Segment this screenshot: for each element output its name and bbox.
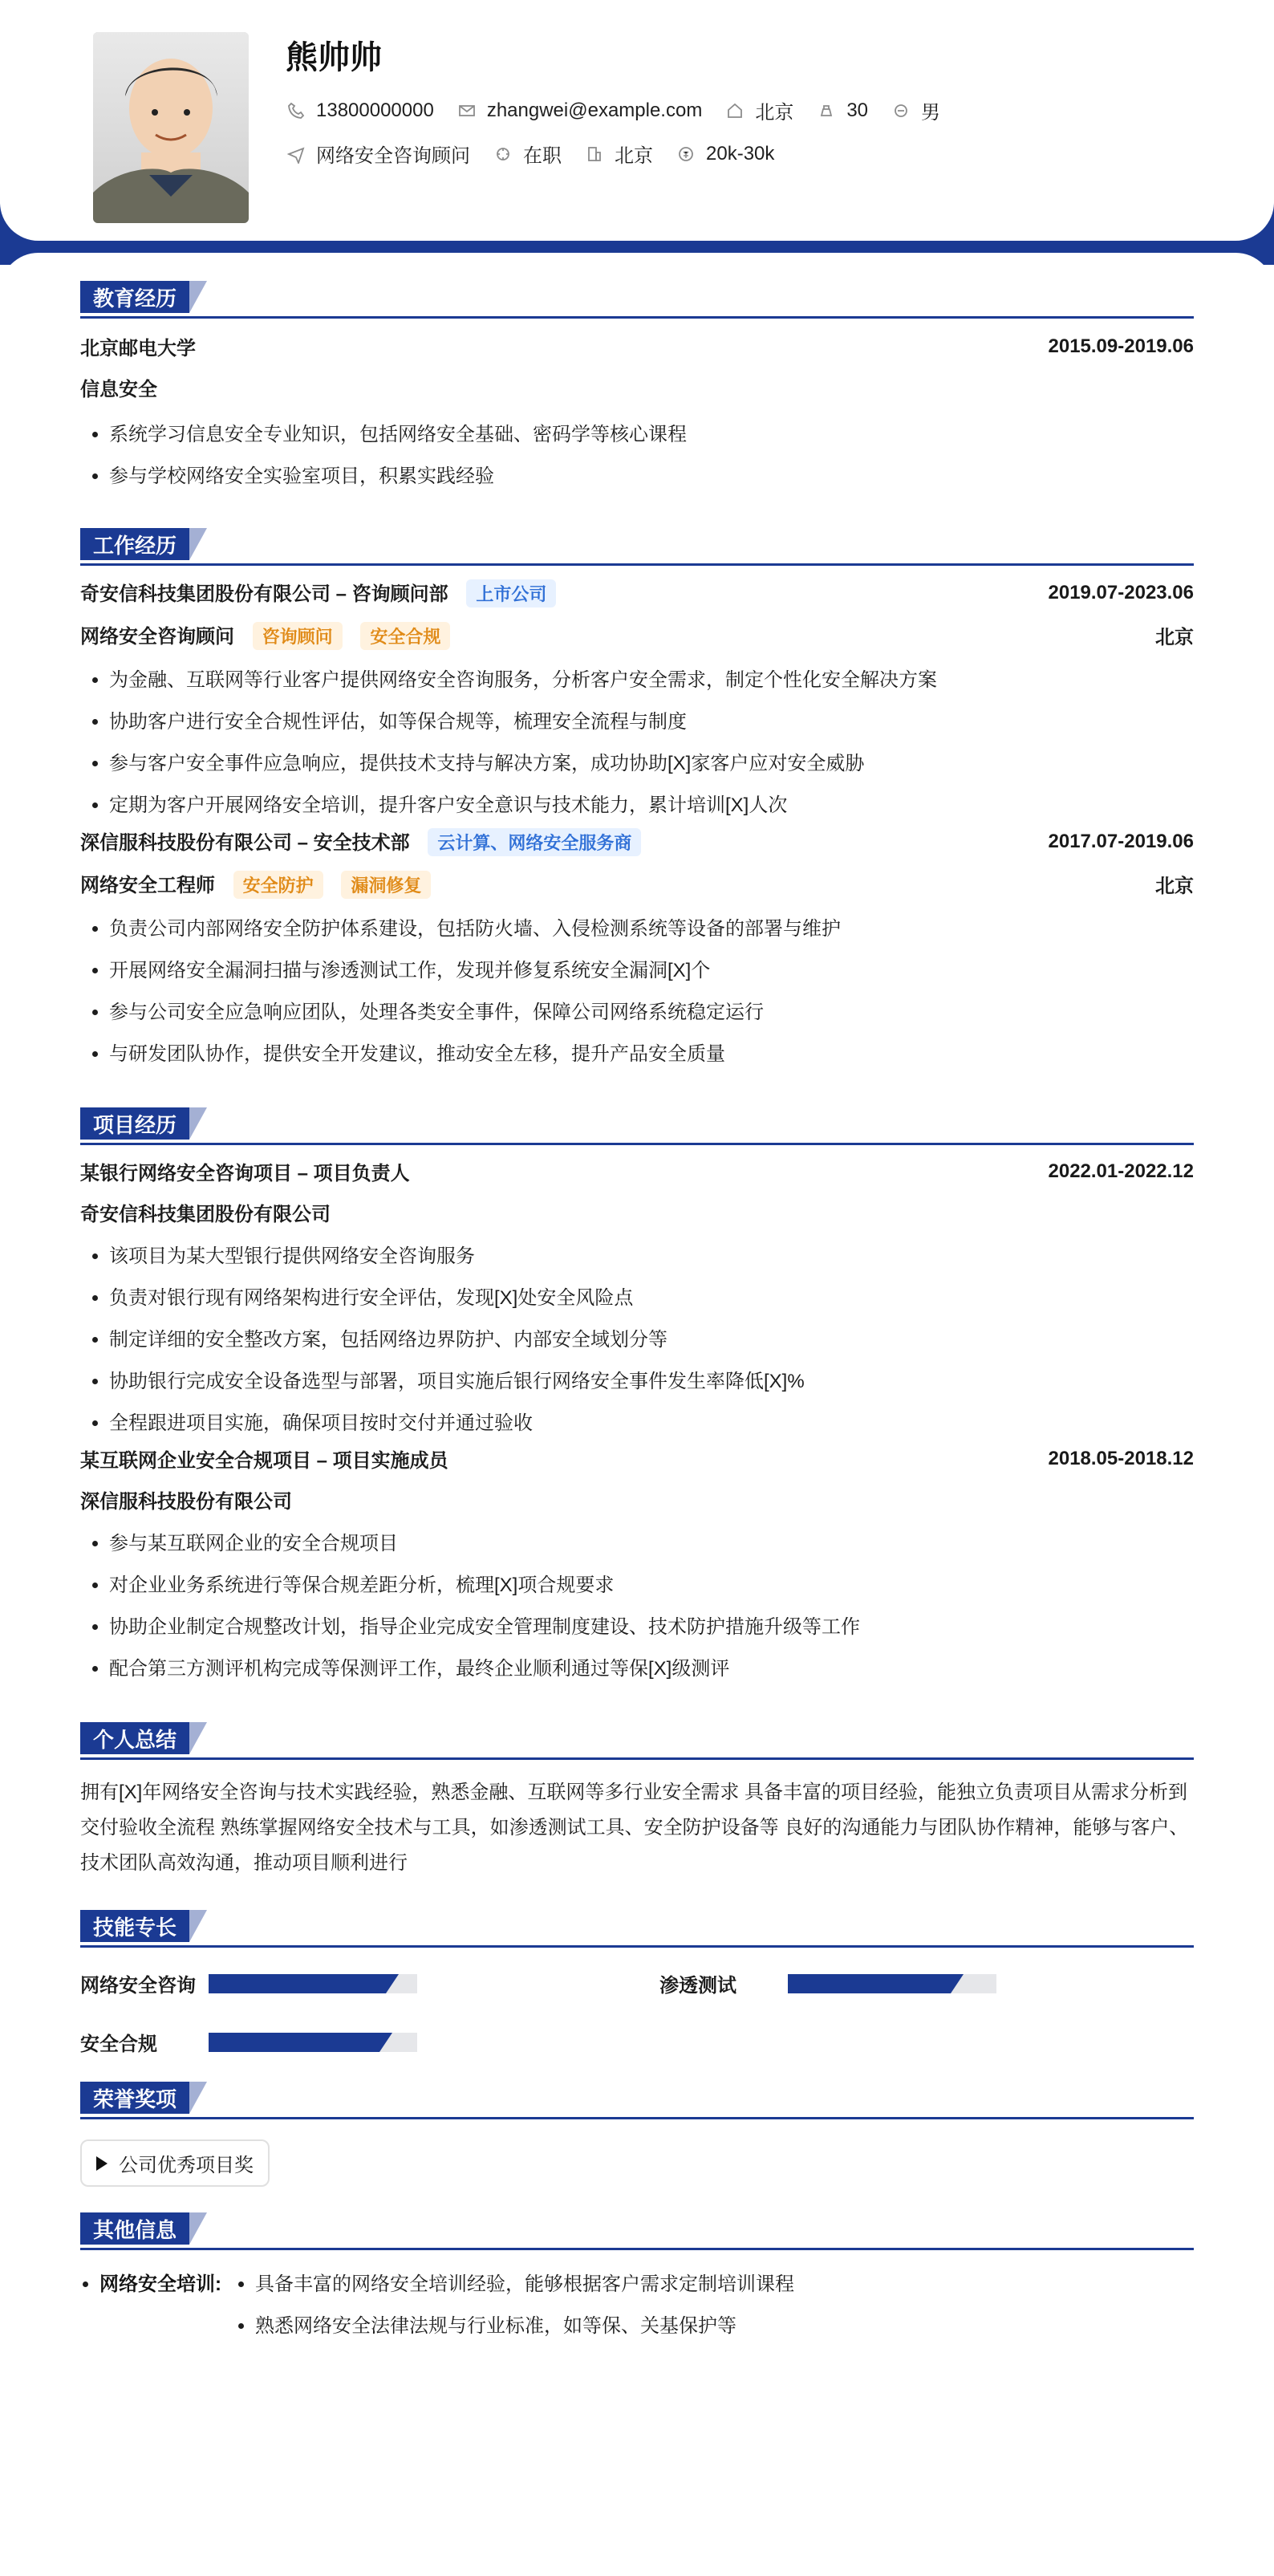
job-company	[80, 827, 641, 856]
job-role-text: 网络安全咨询顾问	[80, 626, 234, 648]
skill-bar	[209, 1974, 417, 1993]
gender-icon	[891, 100, 911, 121]
project-row	[80, 1444, 1194, 1473]
project-company: 深信服科技股份有限公司	[80, 1491, 292, 1513]
section-title: 荣誉奖项	[80, 2082, 189, 2114]
list-item	[99, 2264, 221, 2306]
email-item	[456, 100, 703, 122]
list-item: • 与研发团队协作，提供安全开发建议，推动安全左移，提升产品安全质量	[109, 1034, 1194, 1075]
skill-bar-fill	[209, 1974, 386, 1993]
skill-bar-fill	[788, 1974, 951, 1993]
award-label: 公司优秀项目奖	[119, 2155, 254, 2176]
job-company-tag: 上市公司	[466, 579, 556, 607]
skill-item	[80, 1969, 615, 1997]
list-item: • 协助银行完成安全设备选型与部署，项目实施后银行网络安全事件发生率降低[X]%	[109, 1361, 1194, 1403]
skill-bar	[209, 2033, 417, 2052]
section-projects	[80, 1107, 1194, 1690]
section-title: 工作经历	[80, 528, 189, 560]
list-item: • 开展网络安全漏洞扫描与渗透测试工作，发现并修复系统安全漏洞[X]个	[109, 950, 1194, 992]
project-date: 2018.05-2018.12	[1048, 1447, 1194, 1469]
section-work	[80, 528, 1194, 1075]
project-bullets	[80, 1236, 1194, 1444]
section-header	[80, 528, 1194, 565]
job-date: 2019.07-2023.06	[1048, 581, 1194, 603]
job-company-text: 奇安信科技集团股份有限公司 – 咨询顾问部	[80, 583, 448, 605]
section-education	[80, 281, 1194, 498]
job-company-tag: 云计算、网络安全服务商	[428, 828, 641, 856]
phone-item	[286, 100, 434, 122]
work-city-item	[584, 140, 653, 168]
project-name: 某互联网企业安全合规项目 – 项目实施成员	[80, 1450, 448, 1472]
skill-bar-fill	[209, 2033, 379, 2052]
award-chip[interactable]	[80, 2139, 270, 2187]
section-other	[80, 2212, 1194, 2347]
other-row	[80, 2264, 1194, 2347]
list-item: • 全程跟进项目实施，确保项目按时交付并通过验收	[109, 1403, 1194, 1444]
job-city: 北京	[1155, 876, 1194, 897]
skill-label: 安全合规	[80, 2034, 157, 2055]
person-name: 熊帅帅	[286, 40, 382, 75]
job-role-text: 网络安全工程师	[80, 875, 215, 896]
play-icon	[96, 2156, 108, 2171]
list-item: • 负责公司内部网络安全防护体系建设，包括防火墙、入侵检测系统等设备的部署与维护	[109, 908, 1194, 950]
section-title: 技能专长	[80, 1910, 189, 1942]
role-tag: 咨询顾问	[253, 622, 343, 650]
list-item: • 对企业业务系统进行等保合规差距分析，梳理[X]项合规要求	[109, 1565, 1194, 1607]
header-card	[0, 0, 1274, 241]
skills-grid	[80, 1969, 1194, 2056]
section-header	[80, 1107, 1194, 1144]
project-name: 某银行网络安全咨询项目 – 项目负责人	[80, 1163, 410, 1184]
edu-bullets	[80, 414, 1194, 498]
edu-row	[80, 332, 1194, 360]
other-items	[229, 2264, 794, 2347]
job-role	[80, 620, 450, 650]
project-bullets	[80, 1523, 1194, 1690]
list-item: • 定期为客户开展网络安全培训，提升客户安全意识与技术能力，累计培训[X]人次	[109, 785, 1194, 827]
job-company-text: 深信服科技股份有限公司 – 安全技术部	[80, 832, 410, 854]
age-icon	[816, 100, 837, 121]
age-text: 30	[846, 99, 869, 121]
skill-item	[80, 2028, 615, 2056]
work-city-text: 北京	[615, 145, 653, 167]
job-date: 2017.07-2019.06	[1048, 830, 1194, 852]
status-item	[493, 140, 562, 168]
section-title: 其他信息	[80, 2212, 189, 2245]
list-item: • 参与学校网络安全实验室项目，积累实践经验	[109, 456, 1194, 498]
section-awards	[80, 2082, 1194, 2187]
phone-text: 13800000000	[316, 99, 434, 121]
section-divider	[80, 563, 1194, 566]
gender-text: 男	[921, 102, 941, 124]
skill-bar	[788, 1974, 996, 1993]
section-title: 个人总结	[80, 1722, 189, 1754]
job-city: 北京	[1155, 627, 1194, 648]
section-divider	[80, 1757, 1194, 1760]
list-item: • 参与公司安全应急响应团队，处理各类安全事件，保障公司网络系统稳定运行	[109, 992, 1194, 1034]
section-skills	[80, 1910, 1194, 2056]
skill-label: 网络安全咨询	[80, 1975, 196, 1997]
section-title: 项目经历	[80, 1107, 189, 1140]
edu-major: 信息安全	[80, 379, 157, 400]
email-icon	[456, 100, 477, 121]
list-item: • 熟悉网络安全法律法规与行业标准，如等保、关基保护等	[255, 2306, 794, 2347]
section-header	[80, 1722, 1194, 1759]
section-header	[80, 2212, 1194, 2249]
job-role-row	[80, 869, 1194, 899]
job-row	[80, 827, 1194, 856]
building-icon	[584, 144, 605, 165]
header-wrap	[0, 0, 1274, 265]
section-header	[80, 1910, 1194, 1947]
profile-photo	[93, 32, 249, 223]
job-row	[286, 140, 774, 168]
role-tag: 安全合规	[360, 622, 450, 650]
job-company	[80, 578, 556, 607]
gender-item	[891, 96, 940, 124]
list-item: • 系统学习信息安全专业知识，包括网络安全基础、密码学等核心课程	[109, 414, 1194, 456]
job-role-row	[80, 620, 1194, 650]
list-item: • 参与某互联网企业的安全合规项目	[109, 1523, 1194, 1565]
role-tag: 安全防护	[233, 871, 323, 899]
title-item	[286, 140, 470, 168]
project-date: 2022.01-2022.12	[1048, 1160, 1194, 1182]
edu-date: 2015.09-2019.06	[1048, 335, 1194, 357]
other-label: 网络安全培训:	[99, 2273, 221, 2295]
edu-school: 北京邮电大学	[80, 338, 196, 360]
section-header	[80, 281, 1194, 318]
list-item: • 协助客户进行安全合规性评估，如等保合规等，梳理安全流程与制度	[109, 701, 1194, 743]
home-icon	[724, 100, 745, 121]
list-item: • 为金融、互联网等行业客户提供网络安全咨询服务，分析客户安全需求，制定个性化安全解决方案	[109, 660, 1194, 701]
avatar-illustration	[93, 32, 249, 223]
list-item: • 该项目为某大型银行提供网络安全咨询服务	[109, 1236, 1194, 1278]
status-icon	[493, 144, 513, 165]
job-bullets	[80, 908, 1194, 1075]
section-divider	[80, 2117, 1194, 2119]
list-item: • 负责对银行现有网络架构进行安全评估，发现[X]处安全风险点	[109, 1278, 1194, 1319]
resume-main	[80, 281, 1194, 2347]
salary-icon	[676, 144, 696, 165]
city-item	[724, 96, 793, 124]
section-divider	[80, 1945, 1194, 1948]
salary-item	[676, 143, 774, 165]
section-divider	[80, 1143, 1194, 1145]
section-summary	[80, 1722, 1194, 1881]
list-item: • 具备丰富的网络安全培训经验，能够根据客户需求定制培训课程	[255, 2264, 794, 2306]
project-row	[80, 1157, 1194, 1185]
list-item: • 配合第三方测评机构完成等保测评工作，最终企业顺利通过等保[X]级测评	[109, 1648, 1194, 1690]
job-bullets	[80, 660, 1194, 827]
list-item: • 协助企业制定合规整改计划，指导企业完成安全管理制度建设、技术防护措施升级等工作	[109, 1607, 1194, 1648]
salary-text: 20k-30k	[706, 142, 775, 165]
skill-label: 渗透测试	[659, 1975, 736, 1997]
plane-icon	[286, 144, 306, 165]
phone-icon	[286, 100, 306, 121]
contact-row	[286, 96, 940, 124]
section-header	[80, 2082, 1194, 2119]
job-role	[80, 869, 431, 899]
role-tag: 漏洞修复	[341, 871, 431, 899]
job-row	[80, 578, 1194, 607]
section-divider	[80, 2248, 1194, 2250]
email-text: zhangwei@example.com	[486, 99, 703, 121]
summary-text: 拥有[X]年网络安全咨询与技术实践经验，熟悉金融、互联网等多行业安全需求 具备丰富的项目经验，能独立负责项目从需求分析到交付验收全流程 熟练掌握网络安全技术与工具，如渗透测试工具、安全防护设备等 良好的沟通能力与团队协作精神，能够与客户、技术团队高效沟通，推动项目顺利进行	[80, 1782, 1189, 1874]
city-text: 北京	[755, 102, 794, 124]
skill-item	[659, 1969, 1194, 1997]
list-item: • 制定详细的安全整改方案，包括网络边界防护、内部安全域划分等	[109, 1319, 1194, 1361]
project-company: 奇安信科技集团股份有限公司	[80, 1204, 331, 1225]
title-text: 网络安全咨询顾问	[316, 145, 470, 167]
list-item: • 参与客户安全事件应急响应，提供技术支持与解决方案，成功协助[X]家客户应对安全威胁	[109, 743, 1194, 785]
status-text: 在职	[523, 145, 562, 167]
other-outer-list	[80, 2264, 221, 2306]
section-divider	[80, 316, 1194, 319]
section-title: 教育经历	[80, 281, 189, 313]
age-item	[816, 100, 868, 122]
